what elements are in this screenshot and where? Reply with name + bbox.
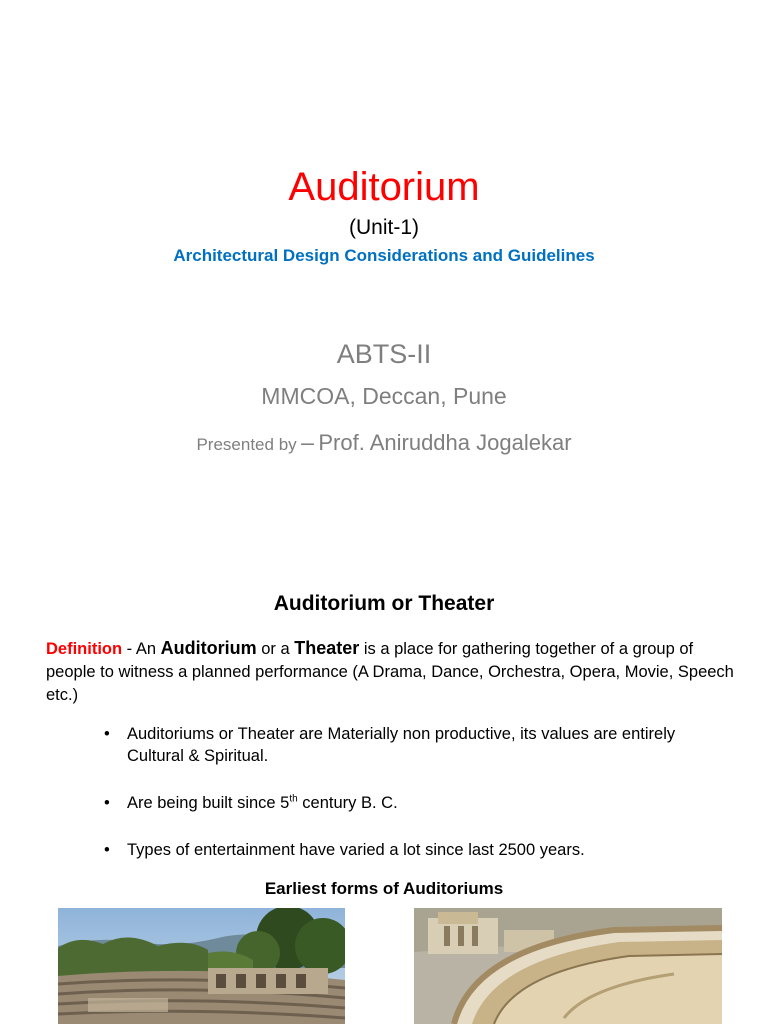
college-name: MMCOA, Deccan, Pune	[261, 383, 507, 409]
definition-text: is a place for gathering together of a group of people to witness a planned performance (A Drama, Dance, Orchestra, Opera, Movie, Speech etc.)	[46, 640, 734, 704]
greek-theatre-ruins-photo	[58, 908, 345, 1024]
slide-subtitle: Architectural Design Considerations and Guidelines	[173, 246, 595, 265]
presented-by-label: Presented by	[196, 435, 297, 454]
definition-separator: - An	[122, 640, 161, 658]
definition-connector: or a	[256, 640, 295, 658]
ordinal-suffix: th	[289, 793, 298, 805]
bullet-item	[104, 792, 734, 814]
bullet-item	[104, 839, 734, 861]
presenter-line	[0, 426, 768, 462]
bullet-icon: •	[104, 794, 110, 812]
term-auditorium: Auditorium	[160, 638, 257, 658]
bullet-text	[127, 792, 734, 814]
section-heading: Auditorium or Theater	[273, 592, 495, 615]
bullet-icon: •	[104, 725, 110, 743]
presenter-dash: –	[301, 429, 314, 455]
bullet-text-pre: Are being built since 5	[127, 794, 290, 812]
course-name: ABTS-II	[336, 339, 432, 369]
bullet-text: Auditoriums or Theater are Materially non productive, its values are entirely Cultural & Spiritual.	[127, 725, 676, 765]
term-theater: Theater	[294, 638, 360, 658]
slide-title: Auditorium	[288, 165, 480, 209]
bullet-text: Types of entertainment have varied a lot since last 2500 years.	[127, 841, 585, 859]
definition-paragraph	[46, 637, 736, 707]
roman-stadium-photo	[414, 908, 722, 1024]
definition-label: Definition	[46, 640, 123, 658]
presenter-name: Prof. Aniruddha Jogalekar	[318, 430, 572, 455]
bullet-text-post: century B. C.	[297, 794, 398, 812]
unit-label: (Unit-1)	[348, 216, 419, 239]
bullet-item	[104, 723, 734, 767]
bullet-icon: •	[104, 841, 110, 859]
images-heading: Earliest forms of Auditoriums	[264, 879, 504, 898]
